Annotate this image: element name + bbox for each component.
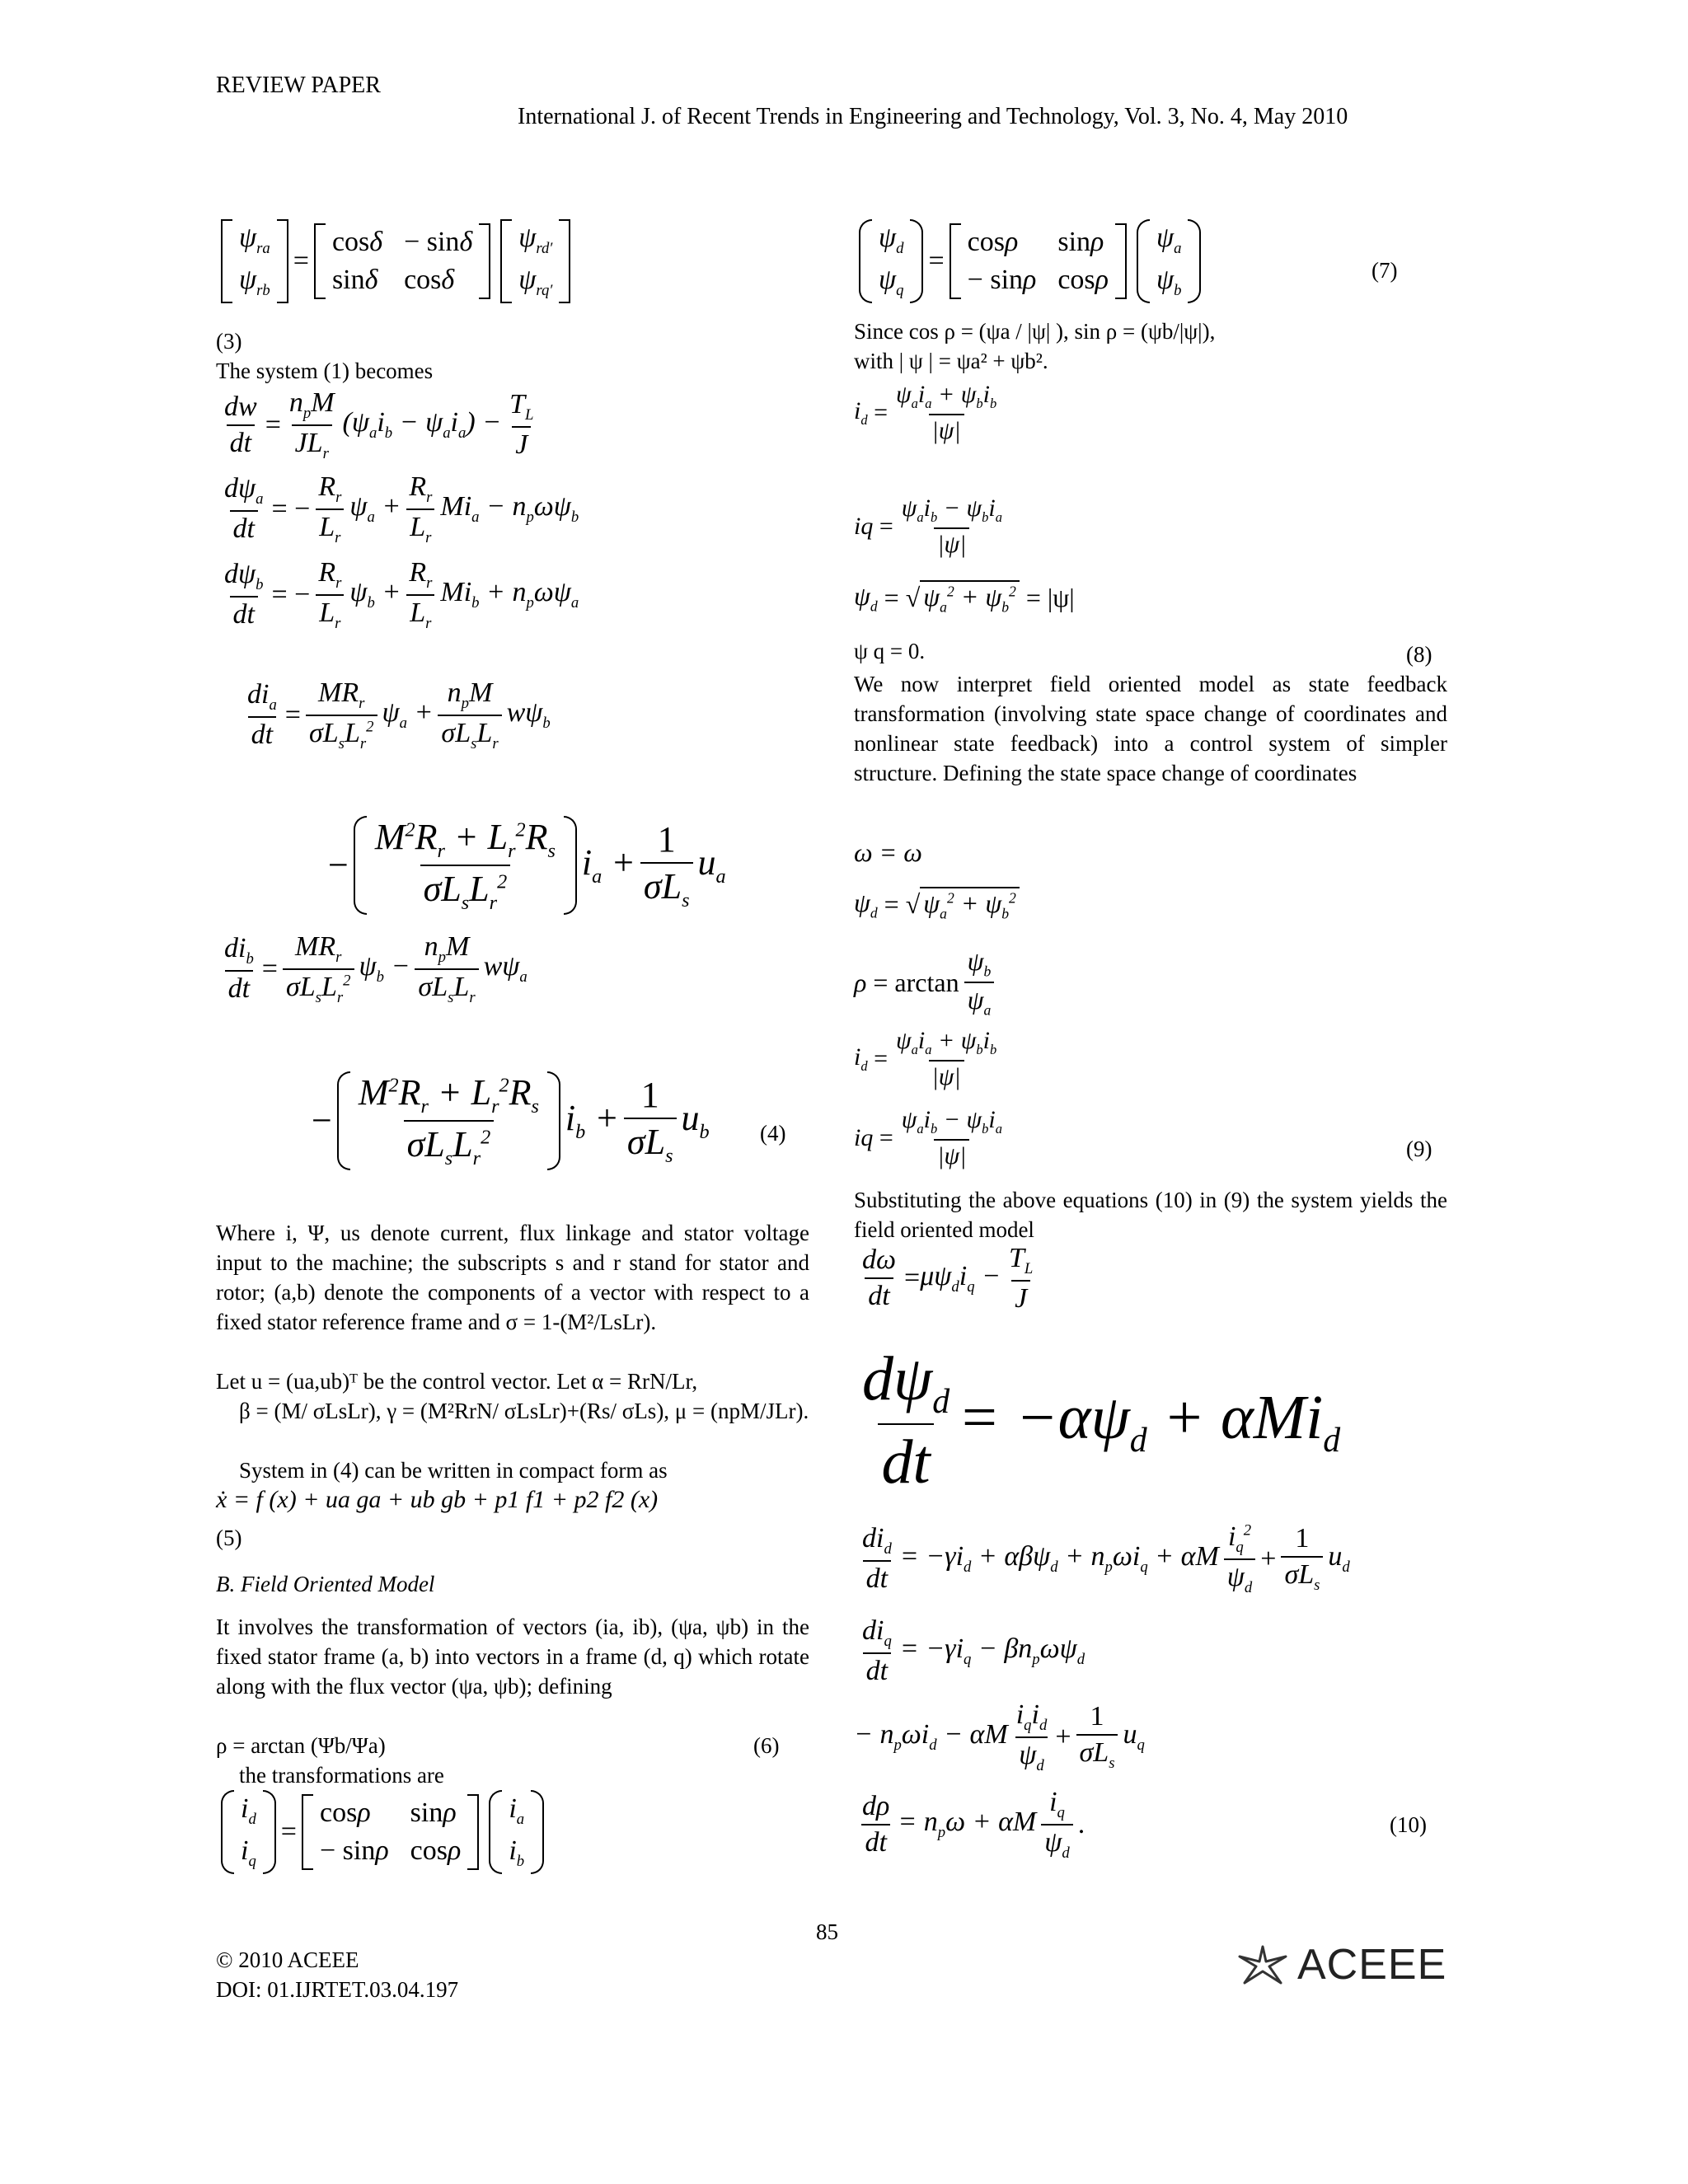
aceee-logo: [1236, 1940, 1447, 1990]
equation-rho: ρ = arctan $\frac{\psi_b}{\psi_a}$: [854, 946, 999, 1019]
equation-id-iq-transform: $i_d$ $i_q$ = cosρ sinρ − sinρ cosρ $i_a$ $i_b$: [216, 1790, 549, 1874]
paper-type-label: REVIEW PAPER: [216, 73, 381, 98]
aceee-logo-icon: [1236, 1943, 1289, 1986]
equation-drho-dt: $\frac{d\rho}{dt}$ = $n_p\omega + \alpha M$ $\frac{i_q}{\psi_d}$ .: [862, 1787, 1085, 1862]
equation-diq-dt: $\frac{di_q}{dt}$ = $-\gamma i_q - \beta n_p\omega\psi_d$: [862, 1615, 1085, 1686]
copyright: © 2010 ACEEE: [216, 1947, 359, 1972]
equation-dia-dt-continuation: − $\frac{M^2R_r + L_r^2R_s}{\sigma L_sL_r^2}$ $i_a$ + $\frac{1}{\sigma L_s}$ $u_a$: [328, 817, 726, 914]
paragraph-interpret: We now interpret field oriented model as state feedback transformation (involving state space change of coordinates and nonlinear state feedback) into a control system of simpler structure. Defining the state space change of coordinates: [854, 672, 1447, 785]
equation-domega-dt: $\frac{d\omega}{dt}$ = $\mu\psi_di_q$ − $\frac{T_L}{J}$: [862, 1243, 1034, 1314]
equation-id: $i_d$ = $\frac{\psi_ai_a + \psi_bi_b}{|\psi|}$: [854, 381, 997, 444]
equation-diq-dt-continuation: − $n_p\omega i_d - \alpha M$ $\frac{i_qi_d}{\psi_d}$ + $\frac{1}{\sigma L_s}$ $u_q$: [854, 1699, 1145, 1774]
eq4-label: (4): [760, 1121, 786, 1146]
equation-dpsi-b-dt: $\frac{d\psi_b}{dt}$ = − $\frac{R_r}{L_r}$ $\psi_b$ + $\frac{R_r}{L_r}$ $Mi_b + n_p\omega\psi_a$: [224, 557, 579, 632]
equation-omega: ω = ω: [854, 837, 922, 867]
equation-dpsi-d-dt: $\frac{d\psi_d}{dt}$ = $-\alpha\psi_d + \alpha Mi_d$: [862, 1344, 1341, 1497]
eq10-label: (10): [1390, 1812, 1427, 1837]
equation-iq-2: iq = $\frac{\psi_ai_b - \psi_bi_a}{|\psi|}$: [854, 1106, 1002, 1169]
equation-3: $\psi_{ra}$ $\psi_{rb}$ = cosδ − sinδ sinδ cosδ $\psi_{rd'}$ $\psi_{rq'}$: [216, 219, 575, 303]
eq5-label: (5): [216, 1526, 242, 1550]
paragraph-compact: System in (4) can be written in compact form as: [239, 1458, 668, 1483]
paragraph-let-u: Let u = (ua,ub)ᵀ be the control vector. Let α = RrN/Lr,: [216, 1369, 698, 1394]
equation-dib-dt: $\frac{di_b}{dt}$ = $\frac{MR_r}{\sigma L_sL_r^2}$ $\psi_b$ − $\frac{n_pM}{\sigma L_sL_r}$ $w\psi_a$: [224, 931, 528, 1006]
eq3-label: (3): [216, 329, 242, 354]
paragraph-involves: It involves the transformation of vectors (ia, ib), (ψa, ψb) in the fixed stator frame (a, b) into vectors in a frame (d, q) which rotate along with the flux vector (ψa, ψb); defining: [216, 1615, 809, 1699]
paragraph-substituting: Substituting the above equations (10) in (9) the system yields the field oriented model: [854, 1188, 1447, 1242]
equation-id-2: $i_d$ = $\frac{\psi_ai_a + \psi_bi_b}{|\psi|}$: [854, 1027, 997, 1090]
equation-dia-dt: $\frac{di_a}{dt}$ = $\frac{MR_r}{\sigma L_sL_r^2}$ $\psi_a$ + $\frac{n_pM}{\sigma L_sL_r}$ $w\psi_b$: [247, 677, 551, 752]
equation-did-dt: $\frac{di_d}{dt}$ = $-\gamma i_d + \alpha\beta\psi_d + n_p\omega i_q + \alpha M$ $\frac{i_q^2}{\psi_d}$ + $\frac{1}{\sigma L_s}$ $u_d$: [862, 1521, 1350, 1596]
eq8-label: (8): [1406, 642, 1432, 667]
equation-dw-dt: $\frac{dw}{dt}$ = $\frac{n_pM}{JL_r}$ $(\psi_ai_b - \psi_ai_a)$ − $\frac{T_L}{J}$: [224, 387, 534, 462]
transformations-text: the transformations are: [239, 1763, 444, 1788]
aceee-logo-text: ACEEE: [1297, 1941, 1447, 1989]
eq7-label: (7): [1372, 258, 1398, 283]
rho-definition: ρ = arctan (Ψb/Ψa): [216, 1733, 386, 1758]
equation-dpsi-a-dt: $\frac{d\psi_a}{dt}$ = − $\frac{R_r}{L_r}$ $\psi_a$ + $\frac{R_r}{L_r}$ $Mi_a - n_p\omega\psi_b$: [224, 471, 579, 546]
equation-7: $\psi_d$ $\psi_q$ = cosρ sinρ − sinρ cosρ $\psi_a$ $\psi_b$: [854, 219, 1206, 303]
page-number: 85: [816, 1919, 838, 1944]
section-title: B. Field Oriented Model: [216, 1572, 435, 1596]
eq9-label: (9): [1406, 1137, 1432, 1161]
psi-q-zero: ψ q = 0.: [854, 639, 926, 663]
paragraph-beta: β = (M/ σLsLr), γ = (M²RrN/ σLsLr)+(Rs/ σLs), μ = (npM/JLr).: [239, 1399, 809, 1423]
system-becomes-text: The system (1) becomes: [216, 359, 434, 383]
equation-psi-d-2: $\psi_d$ = √ $\psi_a^2 + \psi_b^2$: [854, 887, 1020, 922]
eq6-label: (6): [753, 1733, 780, 1758]
equation-psi-d: $\psi_d$ = √ $\psi_a^2 + \psi_b^2$ = |ψ|: [854, 581, 1075, 616]
equation-iq: iq = $\frac{\psi_ai_b - \psi_bi_a}{|\psi|}$: [854, 494, 1002, 558]
journal-citation: International J. of Recent Trends in Engineering and Technology, Vol. 3, No. 4, May 2010: [518, 104, 1348, 129]
since-cos-text: Since cos ρ = (ψa / |ψ| ), sin ρ = (ψb/|ψ|),: [854, 319, 1216, 344]
equation-5: ẋ = f (x) + ua ga + ub gb + p1 f1 + p2 f2 (x): [216, 1486, 659, 1513]
doi: DOI: 01.IJRTET.03.04.197: [216, 1977, 459, 2002]
with-psi-text: with | ψ | = ψa² + ψb².: [854, 349, 1048, 373]
equation-dib-dt-continuation: − $\frac{M^2R_r + L_r^2R_s}{\sigma L_sL_r^2}$ $i_b$ + $\frac{1}{\sigma L_s}$ $u_b$: [312, 1072, 710, 1169]
paragraph-where: Where i, Ψ, us denote current, flux linkage and stator voltage input to the machine; the subscripts s and r stand for stator and rotor; (a,b) denote the components of a vector with respect to a fixed stator reference frame and σ = 1-(M²/LsLr).: [216, 1221, 809, 1334]
